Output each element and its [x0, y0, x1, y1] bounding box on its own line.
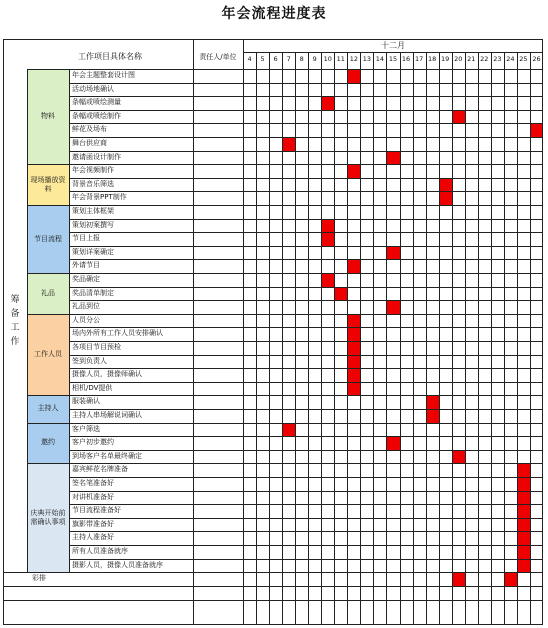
row-line — [3, 600, 543, 601]
schedule-mark — [348, 356, 360, 369]
schedule-table — [3, 39, 543, 625]
row-line — [3, 572, 543, 573]
row-line — [69, 178, 543, 179]
schedule-mark — [322, 97, 334, 110]
task-name: 摄影人员，摄像人员准备就序 — [72, 560, 163, 569]
schedule-mark — [387, 152, 399, 165]
row-line — [27, 205, 543, 206]
row-line — [69, 436, 543, 437]
task-name: 签名笔准备好 — [72, 479, 114, 487]
schedule-mark — [518, 478, 530, 491]
task-name: 主持人准备好 — [72, 533, 114, 542]
day-header: 17 — [414, 55, 424, 63]
day-header: 18 — [427, 55, 437, 63]
row-line — [69, 559, 543, 560]
task-name: 人员分公 — [72, 315, 100, 324]
row-line — [69, 504, 543, 505]
day-header: 21 — [467, 55, 476, 63]
row-line — [69, 355, 543, 356]
schedule-mark — [518, 532, 530, 545]
row-line — [69, 518, 543, 519]
schedule-mark — [440, 179, 452, 192]
day-header: 15 — [388, 55, 398, 63]
schedule-mark — [322, 233, 334, 246]
row-line — [27, 273, 543, 274]
task-name: 旗影带准备好 — [72, 519, 114, 528]
schedule-mark — [518, 464, 530, 477]
row-line — [27, 423, 543, 424]
category-cell: 工作人员 — [27, 314, 69, 396]
page-title: 年会流程进度表 — [221, 6, 327, 22]
day-header: 6 — [273, 55, 278, 63]
row-line — [69, 341, 543, 342]
schedule-mark — [348, 369, 360, 382]
schedule-mark — [348, 260, 360, 273]
row-line — [69, 409, 543, 410]
row-line — [69, 327, 543, 328]
row-line — [69, 232, 543, 233]
header-divider — [243, 52, 543, 53]
task-name: 奖品清单制定 — [72, 288, 114, 297]
day-header: 24 — [506, 55, 515, 63]
row-line — [69, 110, 543, 111]
row-line — [69, 382, 543, 383]
task-name: 活动场地确认 — [72, 84, 114, 93]
schedule-mark — [453, 451, 465, 464]
month-header: 十二月 — [381, 41, 405, 50]
day-header: 26 — [532, 55, 541, 63]
schedule-mark — [427, 396, 439, 409]
column-line — [243, 39, 244, 625]
task-name: 礼品到位 — [72, 302, 100, 311]
schedule-mark — [518, 505, 530, 518]
row-line — [69, 545, 543, 546]
day-header: 5 — [260, 55, 265, 63]
task-name: 节目流程准备好 — [72, 506, 121, 515]
day-header: 16 — [401, 55, 411, 63]
task-name: 邀请函设计制作 — [72, 152, 121, 161]
day-header: 23 — [493, 55, 502, 63]
row-line — [69, 491, 543, 492]
category-cell: 礼品 — [27, 273, 69, 314]
row-line — [69, 477, 543, 478]
row-line — [69, 96, 543, 97]
category-cell: 庆典开始前需确认事项 — [27, 463, 69, 572]
column-line — [27, 69, 28, 572]
day-header: 4 — [247, 55, 252, 63]
schedule-mark — [335, 288, 347, 301]
row-line — [69, 450, 543, 451]
day-header: 22 — [480, 55, 489, 63]
day-header: 20 — [454, 55, 463, 63]
category-cell: 节目流程 — [27, 205, 69, 273]
task-name: 背景音乐筛选 — [72, 179, 114, 188]
column-line — [69, 69, 70, 572]
owner-column-header: 责任人/单位 — [199, 53, 237, 61]
day-header: 9 — [312, 55, 317, 63]
task-name: 年会背景PPT制作 — [72, 193, 127, 202]
row-line — [27, 314, 543, 315]
row-line — [69, 246, 543, 247]
day-header: 14 — [375, 55, 385, 63]
task-name: 策划初案撰写 — [72, 220, 114, 229]
row-line — [69, 151, 543, 152]
schedule-mark — [518, 492, 530, 505]
day-header: 25 — [519, 55, 528, 63]
task-name: 签到负责人 — [72, 356, 107, 365]
schedule-mark — [283, 138, 295, 151]
row-line — [69, 191, 543, 192]
schedule-mark — [348, 342, 360, 355]
schedule-mark — [387, 247, 399, 260]
task-name: 舞台供应商 — [72, 139, 107, 147]
schedule-mark — [348, 383, 360, 396]
schedule-mark — [348, 70, 360, 83]
schedule-mark — [283, 424, 295, 437]
rehearsal-mark — [505, 573, 517, 586]
day-header: 11 — [336, 55, 345, 63]
task-name: 场内外所有工作人员安排确认 — [72, 329, 163, 338]
schedule-mark — [427, 410, 439, 423]
task-name: 外请节目 — [72, 261, 100, 270]
task-name: 所有人员准备就序 — [72, 547, 128, 555]
row-line — [69, 368, 543, 369]
day-header: 7 — [286, 55, 291, 63]
group-label: 筹备工作 — [10, 294, 20, 347]
schedule-mark — [348, 315, 360, 328]
task-name: 主持人串场解说词确认 — [72, 411, 142, 419]
day-header: 12 — [349, 55, 358, 63]
column-line — [193, 39, 194, 625]
row-line — [69, 287, 543, 288]
schedule-mark — [348, 165, 360, 178]
table-border — [542, 39, 543, 625]
row-line — [27, 164, 543, 165]
task-name: 摄像人员，摄像师确认 — [72, 370, 142, 379]
task-name: 嘉宾鲜花名牌准备 — [72, 465, 128, 474]
schedule-mark — [518, 546, 530, 559]
category-cell: 物料 — [27, 69, 69, 164]
row-line — [27, 395, 543, 396]
task-name: 条幅或喷绘制作 — [72, 111, 121, 120]
category-cell: 主持人 — [27, 395, 69, 422]
schedule-mark — [518, 560, 530, 573]
project-column-header: 工作项目具体名称 — [78, 52, 142, 61]
schedule-mark — [440, 192, 452, 205]
row-line — [69, 83, 543, 84]
table-border — [3, 39, 543, 40]
task-name: 年会主题整套设计图 — [72, 71, 135, 79]
task-name: 各项目节目预检 — [72, 343, 121, 351]
schedule-mark — [518, 519, 530, 532]
row-line — [69, 137, 543, 138]
day-header: 13 — [362, 55, 372, 63]
schedule-mark — [387, 301, 399, 314]
row-line — [69, 219, 543, 220]
task-name: 节目上报 — [72, 234, 100, 243]
task-name: 客户筛选 — [72, 424, 100, 433]
row-line — [69, 123, 543, 124]
day-header: 8 — [299, 55, 304, 63]
task-name: 服装确认 — [72, 397, 100, 406]
day-header: 19 — [441, 55, 450, 63]
category-cell: 现场播放资料 — [27, 164, 69, 205]
day-header: 10 — [323, 55, 332, 63]
row-line — [27, 463, 543, 464]
schedule-mark — [453, 111, 465, 124]
rehearsal-mark — [453, 573, 465, 586]
row-line — [69, 259, 543, 260]
task-name: 对讲机准备好 — [72, 492, 114, 501]
task-name: 策划主体框架 — [72, 207, 114, 215]
schedule-mark — [348, 328, 360, 341]
schedule-mark — [322, 220, 334, 233]
task-name: 奖品确定 — [72, 275, 100, 283]
task-name: 策划详案确定 — [72, 247, 114, 256]
task-name: 客户初步邀约 — [72, 438, 114, 447]
row-line — [69, 300, 543, 301]
rehearsal-label: 彩排 — [32, 574, 46, 583]
schedule-mark — [322, 274, 334, 287]
task-name: 条幅或喷绘测量 — [72, 98, 121, 107]
table-border — [3, 624, 543, 625]
task-name: 年会视频制作 — [72, 166, 114, 175]
table-border — [3, 39, 4, 625]
task-name: 鲜花及场布 — [72, 125, 107, 134]
task-name: 相机/DV提供 — [72, 383, 113, 392]
task-name: 到场客户名单最终确定 — [72, 451, 142, 460]
category-cell: 邀约 — [27, 423, 69, 464]
row-line — [69, 531, 543, 532]
row-line — [3, 586, 543, 587]
schedule-mark — [387, 437, 399, 450]
